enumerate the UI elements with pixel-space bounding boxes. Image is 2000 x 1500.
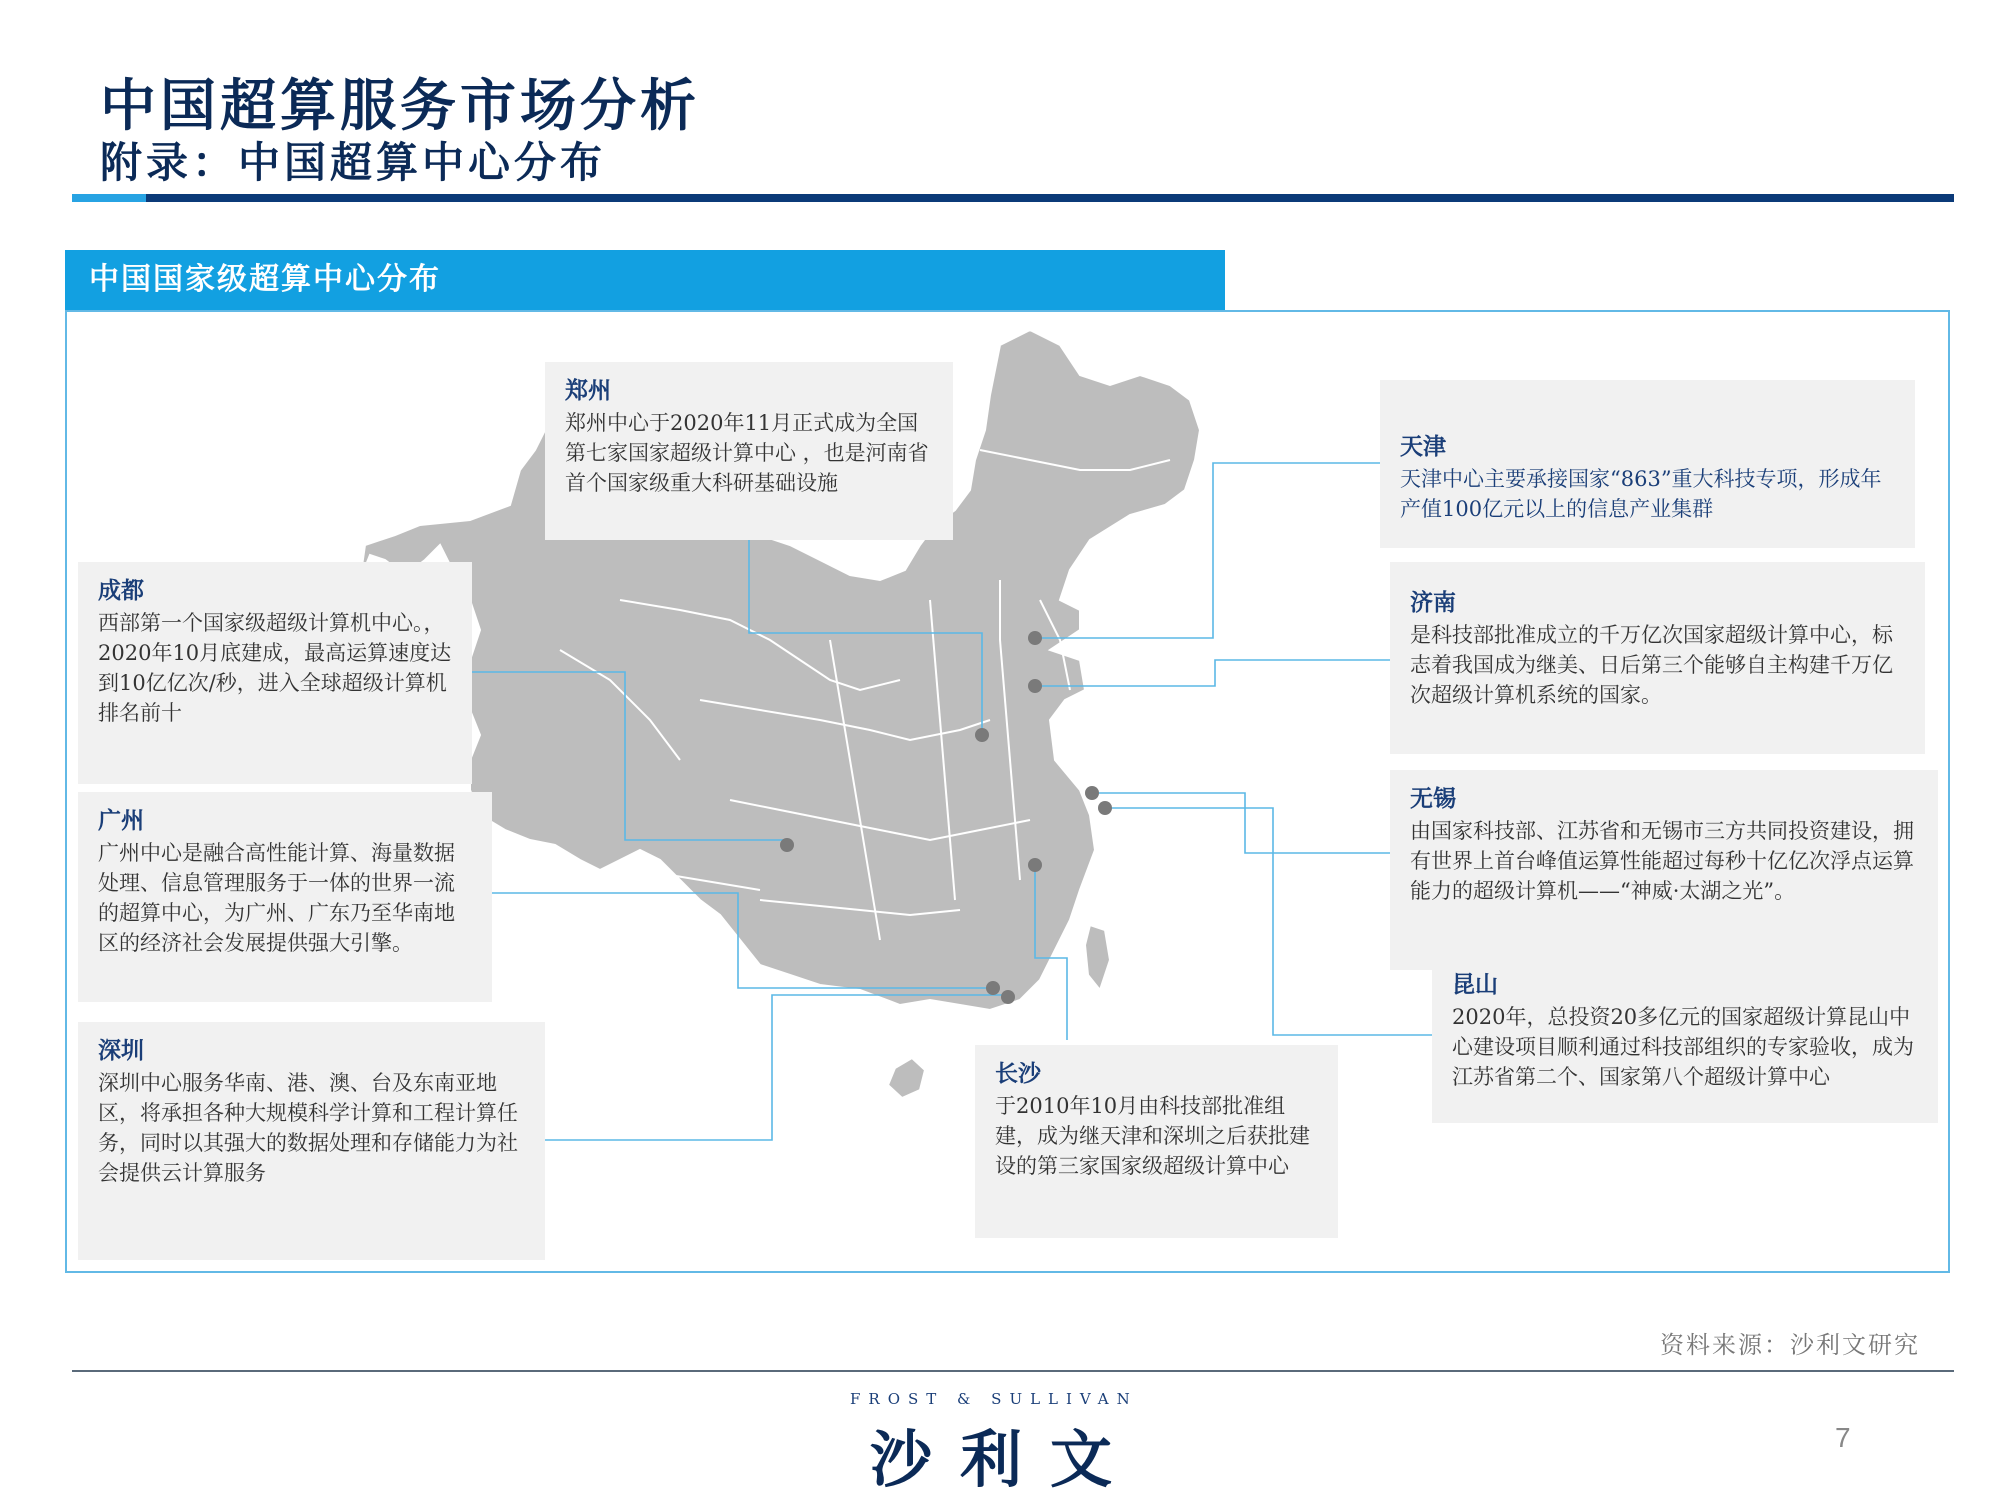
connector-kunshan <box>1105 808 1432 1035</box>
callout-shenzhen-desc: 深圳中心服务华南、港、澳、台及东南亚地区，将承担各种大规模科学计算和工程计算任务，同时以其强大的数据处理和存储能力为社会提供云计算服务 <box>98 1071 518 1185</box>
callout-chengdu-name: 成都 <box>98 577 144 604</box>
marker-zhengzhou <box>975 728 989 742</box>
connector-wuxi <box>1092 793 1390 853</box>
callout-zhengzhou-desc: 郑州中心于2020年11月正式成为全国第七家国家超级计算中心 ，也是河南省首个国家级重大科研基础设施 <box>565 411 929 495</box>
callout-guangzhou <box>78 792 492 1002</box>
callout-tianjin <box>1380 380 1915 548</box>
callout-changsha-name: 长沙 <box>995 1060 1041 1087</box>
callout-wuxi <box>1390 770 1938 970</box>
panel-title: 中国国家级超算中心分布 <box>65 250 1225 310</box>
connector-shenzhen <box>545 995 1008 1140</box>
callout-zhengzhou <box>545 362 953 540</box>
callout-kunshan-name: 昆山 <box>1452 971 1498 998</box>
page-number: 7 <box>1835 1422 1851 1453</box>
callout-tianjin-name: 天津 <box>1400 433 1446 460</box>
hainan-island-shape <box>888 1058 925 1098</box>
callout-shenzhen <box>78 1022 545 1260</box>
callout-jinan-desc: 是科技部批准成立的千万亿次国家超级计算中心，标志着我国成为继美、日后第三个能够自主构建千万亿次超级计算机系统的国家。 <box>1410 623 1893 707</box>
marker-shenzhen <box>1001 990 1015 1004</box>
callout-chengdu <box>78 562 472 784</box>
callout-zhengzhou-name: 郑州 <box>565 377 611 404</box>
callout-kunshan <box>1432 956 1938 1123</box>
callout-jinan <box>1390 562 1925 754</box>
marker-kunshan <box>1098 801 1112 815</box>
callout-wuxi-name: 无锡 <box>1410 785 1456 812</box>
marker-tianjin <box>1028 631 1042 645</box>
callout-wuxi-desc: 由国家科技部、江苏省和无锡市三方共同投资建设，拥有世界上首台峰值运算性能超过每秒十亿亿次浮点运算能力的超级计算机——“神威·太湖之光”。 <box>1410 819 1914 903</box>
page-title: 中国超算服务市场分析 <box>100 73 700 139</box>
marker-wuxi <box>1085 786 1099 800</box>
callout-tianjin-desc: 天津中心主要承接国家“863”重大科技专项，形成年产值100亿元以上的信息产业集群 <box>1400 467 1882 521</box>
taiwan-island-shape <box>1085 925 1110 990</box>
callout-kunshan-desc: 2020年，总投资20多亿元的国家超级计算昆山中心建设项目顺利通过科技部组织的专家验收，成为江苏省第二个、国家第八个超级计算中心 <box>1452 1005 1914 1089</box>
marker-jinan <box>1028 679 1042 693</box>
marker-changsha <box>1028 858 1042 872</box>
logo-chinese: 沙利文 <box>870 1423 1141 1496</box>
connector-jinan <box>1035 660 1390 686</box>
callout-changsha <box>975 1045 1338 1238</box>
source-note: 资料来源：沙利文研究 <box>1660 1331 1920 1359</box>
marker-chengdu <box>780 838 794 852</box>
callout-shenzhen-name: 深圳 <box>98 1037 144 1064</box>
callout-chengdu-desc: 西部第一个国家级超级计算机中心。，2020年10月底建成，最高运算速度达到10亿亿次/秒，进入全球超级计算机排名前十 <box>98 611 452 725</box>
logo-english: FROST & SULLIVAN <box>850 1390 1138 1408</box>
callout-guangzhou-desc: 广州中心是融合高性能计算、海量数据处理、信息管理服务于一体的世界一流的超算中心，为广州、广东乃至华南地区的经济社会发展提供强大引擎。 <box>98 841 455 955</box>
page-subtitle: 附录：中国超算中心分布 <box>100 138 607 187</box>
callout-jinan-name: 济南 <box>1410 589 1456 616</box>
footer-rule <box>72 1370 1954 1372</box>
marker-guangzhou <box>986 981 1000 995</box>
callout-changsha-desc: 于2010年10月由科技部批准组建，成为继天津和深圳之后获批建设的第三家国家级超级计算中心 <box>995 1094 1310 1178</box>
callout-guangzhou-name: 广州 <box>98 807 144 834</box>
